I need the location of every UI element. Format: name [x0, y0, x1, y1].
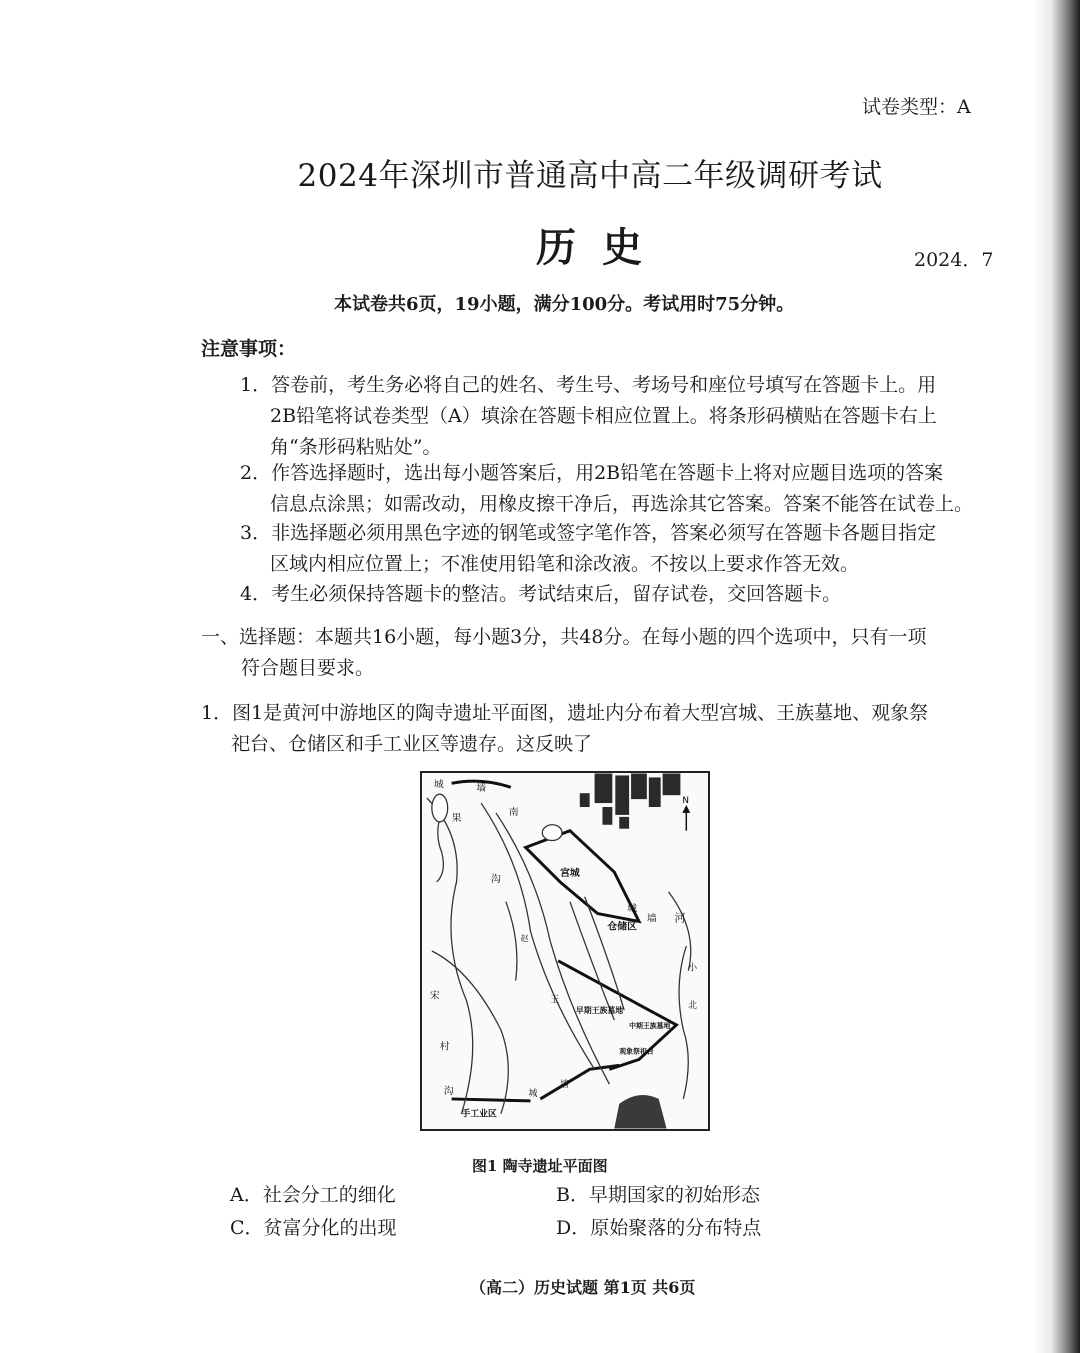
notice-line: 考生必须保持答题卡的整洁。考试结束后，留存试卷，交回答题卡。	[271, 583, 842, 605]
notice-line: 区域内相应位置上；不准使用铅笔和涂改液。不按以上要求作答无效。	[270, 553, 860, 575]
option-c: C．贫富分化的出现	[230, 1217, 397, 1239]
section-heading	[201, 622, 926, 684]
notice-line: 信息点涂黑；如需改动，用橡皮擦干净后，再选涂其它答案。答案不能答在试卷上。	[270, 493, 974, 515]
north-arrow	[682, 805, 690, 831]
map-label: 墙	[646, 913, 657, 925]
north-label: N	[682, 796, 689, 807]
question-line: 1．图1是黄河中游地区的陶寺遗址平面图，遗址内分布着大型宫城、王族墓地、观象祭	[201, 702, 929, 724]
map-label: 墙	[560, 1080, 569, 1091]
notice-item-number: 1．	[240, 374, 272, 396]
notice-line: 作答选择题时，选出每小题答案后，用2B铅笔在答题卡上将对应题目选项的答案	[271, 462, 944, 484]
notice-line: 角“条形码粘贴处”。	[270, 436, 442, 458]
map-label: 城	[627, 903, 637, 915]
section-line: 一、选择题：本题共16小题，每小题3分，共48分。在每小题的四个选项中，只有一项	[201, 626, 927, 648]
map-label: 沟	[443, 1086, 454, 1097]
village-blocks	[580, 773, 681, 828]
notice-heading: 注意事项：	[201, 338, 297, 360]
page-footer: （高二）历史试题 第1页 共6页	[470, 1278, 696, 1297]
map-label: 小	[688, 963, 698, 974]
notice-item-number: 2．	[240, 462, 272, 484]
notice-item-4	[240, 579, 841, 610]
map-label: 观象祭祀台	[619, 1047, 654, 1056]
map-label: 手工业区	[461, 1109, 497, 1120]
map-label: 南	[508, 806, 519, 818]
notice-item-1	[240, 370, 937, 463]
notice-item-number: 3．	[240, 522, 272, 544]
exam-title: 2024年深圳市普通高中高二年级调研考试	[297, 158, 883, 194]
notice-line: 答卷前，考生务必将自己的姓名、考生号、考场号和座位号填写在答题卡上。用	[271, 374, 937, 396]
section-line: 符合题目要求。	[241, 657, 375, 679]
notice-item-3	[240, 518, 936, 580]
map-label: 赵	[520, 934, 529, 944]
exam-date: 2024．7	[914, 249, 994, 271]
map-label: 村	[439, 1041, 450, 1053]
map-labels	[430, 777, 698, 1119]
site-map-drawing	[422, 773, 708, 1129]
exam-type: 试卷类型：A	[862, 96, 971, 118]
gully-lines	[427, 798, 691, 1114]
taosi-site-map	[420, 771, 710, 1131]
map-label: 城	[528, 1088, 538, 1099]
map-label: 河	[674, 911, 686, 925]
question-1-stem	[201, 698, 928, 760]
bottom-village	[614, 1095, 666, 1129]
map-label: 仓储区	[607, 921, 637, 933]
map-label: 沟	[491, 873, 501, 885]
page-edge-shadow	[1032, 0, 1080, 1353]
subject-title: 历史	[536, 224, 668, 271]
map-label: 宋	[429, 990, 440, 1002]
notice-item-2	[240, 458, 973, 520]
map-label: 果	[451, 812, 462, 824]
notice-line: 非选择题必须用黑色字迹的钢笔或签字笔作答，答案必须写在答题卡各题目指定	[271, 522, 937, 544]
map-label: 早期王族墓地	[575, 1006, 624, 1016]
paper-info: 本试卷共6页，19小题，满分100分。考试用时75分钟。	[334, 294, 795, 315]
map-label: 北	[688, 1001, 698, 1012]
notice-line: 2B铅笔将试卷类型（A）填涂在答题卡相应位置上。将条形码横贴在答题卡右上	[270, 405, 937, 427]
map-label: 中期王族墓地	[629, 1021, 671, 1030]
figure-caption: 图1 陶寺遗址平面图	[472, 1157, 608, 1175]
option-b: B．早期国家的初始形态	[556, 1184, 760, 1206]
question-line: 祀台、仓储区和手工业区等遗存。这反映了	[231, 733, 593, 755]
notice-item-number: 4．	[240, 583, 272, 605]
option-d: D．原始聚落的分布特点	[556, 1217, 762, 1239]
map-label: 王	[550, 995, 560, 1006]
option-a: A．社会分工的细化	[230, 1184, 396, 1206]
map-label: 宫城	[560, 868, 580, 880]
map-label: 墙	[476, 783, 487, 795]
map-label: 城	[433, 779, 444, 791]
